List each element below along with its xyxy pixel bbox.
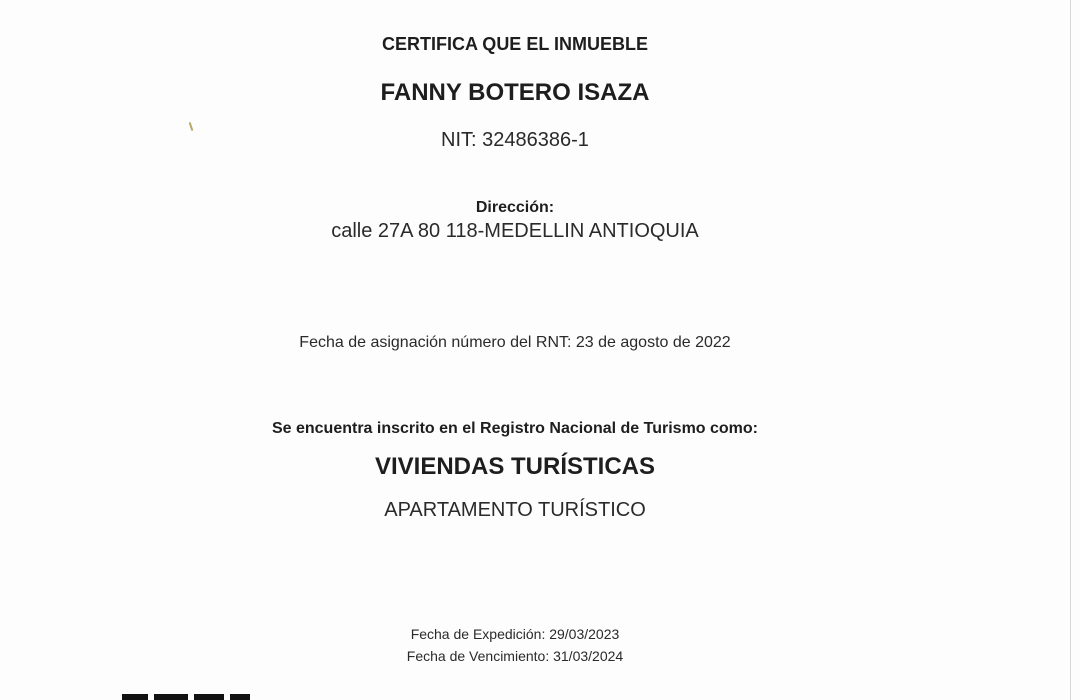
logo-fragment (122, 694, 250, 700)
registry-statement: Se encuentra inscrito en el Registro Nacional de Turismo como: (271, 420, 759, 437)
rnt-assignment-date: Fecha de asignación número del RNT: 23 de agosto de 2022 (299, 334, 731, 351)
address-value: calle 27A 80 118-MEDELLIN ANTIOQUIA (331, 220, 699, 242)
nit-number: NIT: 32486386-1 (441, 129, 589, 151)
issue-date: Fecha de Expedición: 29/03/2023 (410, 626, 620, 642)
tourism-subcategory: APARTAMENTO TURÍSTICO (384, 499, 646, 521)
owner-name: FANNY BOTERO ISAZA (380, 79, 650, 106)
certifica-heading: CERTIFICA QUE EL INMUEBLE (381, 34, 648, 54)
tourism-category: VIVIENDAS TURÍSTICAS (374, 453, 656, 480)
expiry-date: Fecha de Vencimiento: 31/03/2024 (406, 648, 624, 664)
address-label: Dirección: (475, 199, 555, 216)
scan-edge (1070, 0, 1071, 700)
